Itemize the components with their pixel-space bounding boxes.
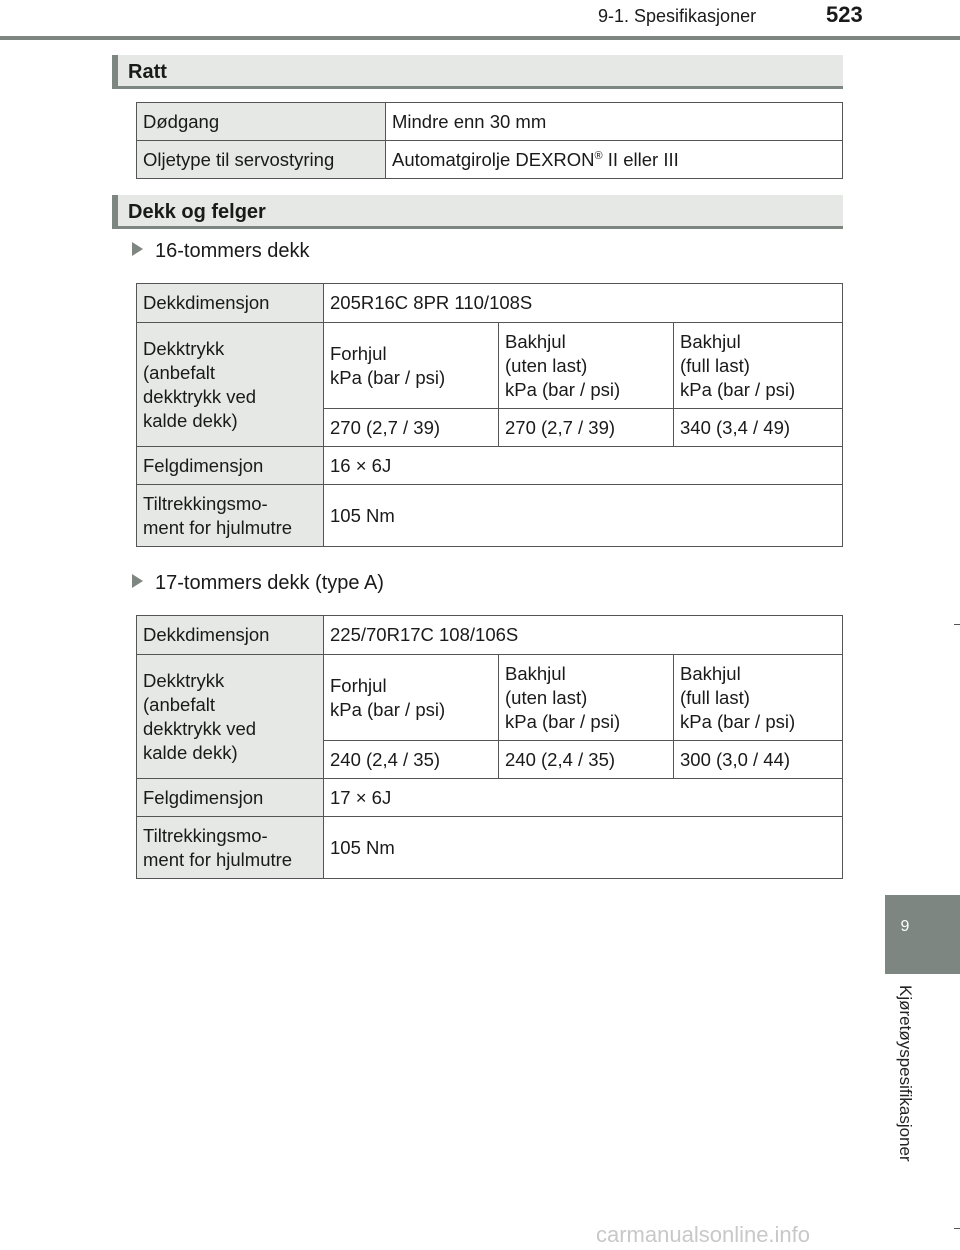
- ratt-table: [136, 102, 843, 179]
- column-header-cell: Forhjul kPa (bar / psi): [324, 323, 499, 409]
- table-row: [137, 323, 843, 409]
- table-value-cell: 105 Nm: [324, 485, 843, 547]
- triangle-bullet-icon: [132, 574, 143, 588]
- table-value-cell: 17 × 6J: [324, 779, 843, 817]
- table-value-cell: 105 Nm: [324, 817, 843, 879]
- table-label-cell: Dødgang: [137, 103, 386, 141]
- table-value-cell: 225/70R17C 108/106S: [324, 616, 843, 655]
- table-row: [137, 817, 843, 879]
- table-label-cell: Tiltrekkingsmo- ment for hjulmutre: [137, 485, 324, 547]
- table-value-cell: 270 (2,7 / 39): [324, 409, 499, 447]
- table-label-cell: Tiltrekkingsmo- ment for hjulmutre: [137, 817, 324, 879]
- section-heading-text: Ratt: [128, 61, 167, 83]
- table-label-cell: Dekktrykk (anbefalt dekktrykk ved kalde dekk): [137, 323, 324, 447]
- column-header-cell: Bakhjul (full last) kPa (bar / psi): [674, 655, 843, 741]
- section-heading-text: Dekk og felger: [128, 201, 266, 223]
- table-row: [137, 284, 843, 323]
- watermark: carmanualsonline.info: [596, 1222, 811, 1247]
- table-label-cell: Dekktrykk (anbefalt dekktrykk ved kalde dekk): [137, 655, 324, 779]
- chapter-number: 9: [900, 918, 910, 935]
- section-heading-ratt: [112, 55, 843, 89]
- table-value-cell: 240 (2,4 / 35): [499, 741, 674, 779]
- header-title: 9-1. Spesifikasjoner: [598, 6, 757, 26]
- tire-table-16: [136, 283, 843, 547]
- table-value-cell: Mindre enn 30 mm: [386, 103, 843, 141]
- table-label-cell: Dekkdimensjon: [137, 616, 324, 655]
- margin-tick: [954, 1228, 960, 1229]
- table-value-cell: 270 (2,7 / 39): [499, 409, 674, 447]
- chapter-label: Kjøretøyspesifikasjoner: [896, 985, 915, 1162]
- table-row: [137, 103, 843, 141]
- table-value-cell: 240 (2,4 / 35): [324, 741, 499, 779]
- table-value-cell: 205R16C 8PR 110/108S: [324, 284, 843, 323]
- table-row: [137, 616, 843, 655]
- table-value-cell: 340 (3,4 / 49): [674, 409, 843, 447]
- table-label-cell: Dekkdimensjon: [137, 284, 324, 323]
- table-value-cell: 16 × 6J: [324, 447, 843, 485]
- tire-table-17: [136, 615, 843, 879]
- table-row: [137, 779, 843, 817]
- page-number: 523: [826, 2, 863, 27]
- column-header-cell: Bakhjul (full last) kPa (bar / psi): [674, 323, 843, 409]
- triangle-bullet-icon: [132, 242, 143, 256]
- table-value-cell: Automatgirolje DEXRON® II eller III: [386, 141, 843, 179]
- table-row: [137, 447, 843, 485]
- table-label-cell: Felgdimensjon: [137, 447, 324, 485]
- table-row: [137, 485, 843, 547]
- table-label-cell: Felgdimensjon: [137, 779, 324, 817]
- table-value-cell: 300 (3,0 / 44): [674, 741, 843, 779]
- table-row: [137, 655, 843, 741]
- section-heading-dekk: [112, 195, 843, 229]
- margin-tick: [954, 624, 960, 625]
- subheading-16: 16-tommers dekk: [132, 240, 310, 263]
- column-header-cell: Forhjul kPa (bar / psi): [324, 655, 499, 741]
- column-header-cell: Bakhjul (uten last) kPa (bar / psi): [499, 655, 674, 741]
- table-row: [137, 141, 843, 179]
- column-header-cell: Bakhjul (uten last) kPa (bar / psi): [499, 323, 674, 409]
- subheading-17: 17-tommers dekk (type A): [132, 572, 384, 595]
- header-rule: [0, 36, 960, 40]
- table-label-cell: Oljetype til servostyring: [137, 141, 386, 179]
